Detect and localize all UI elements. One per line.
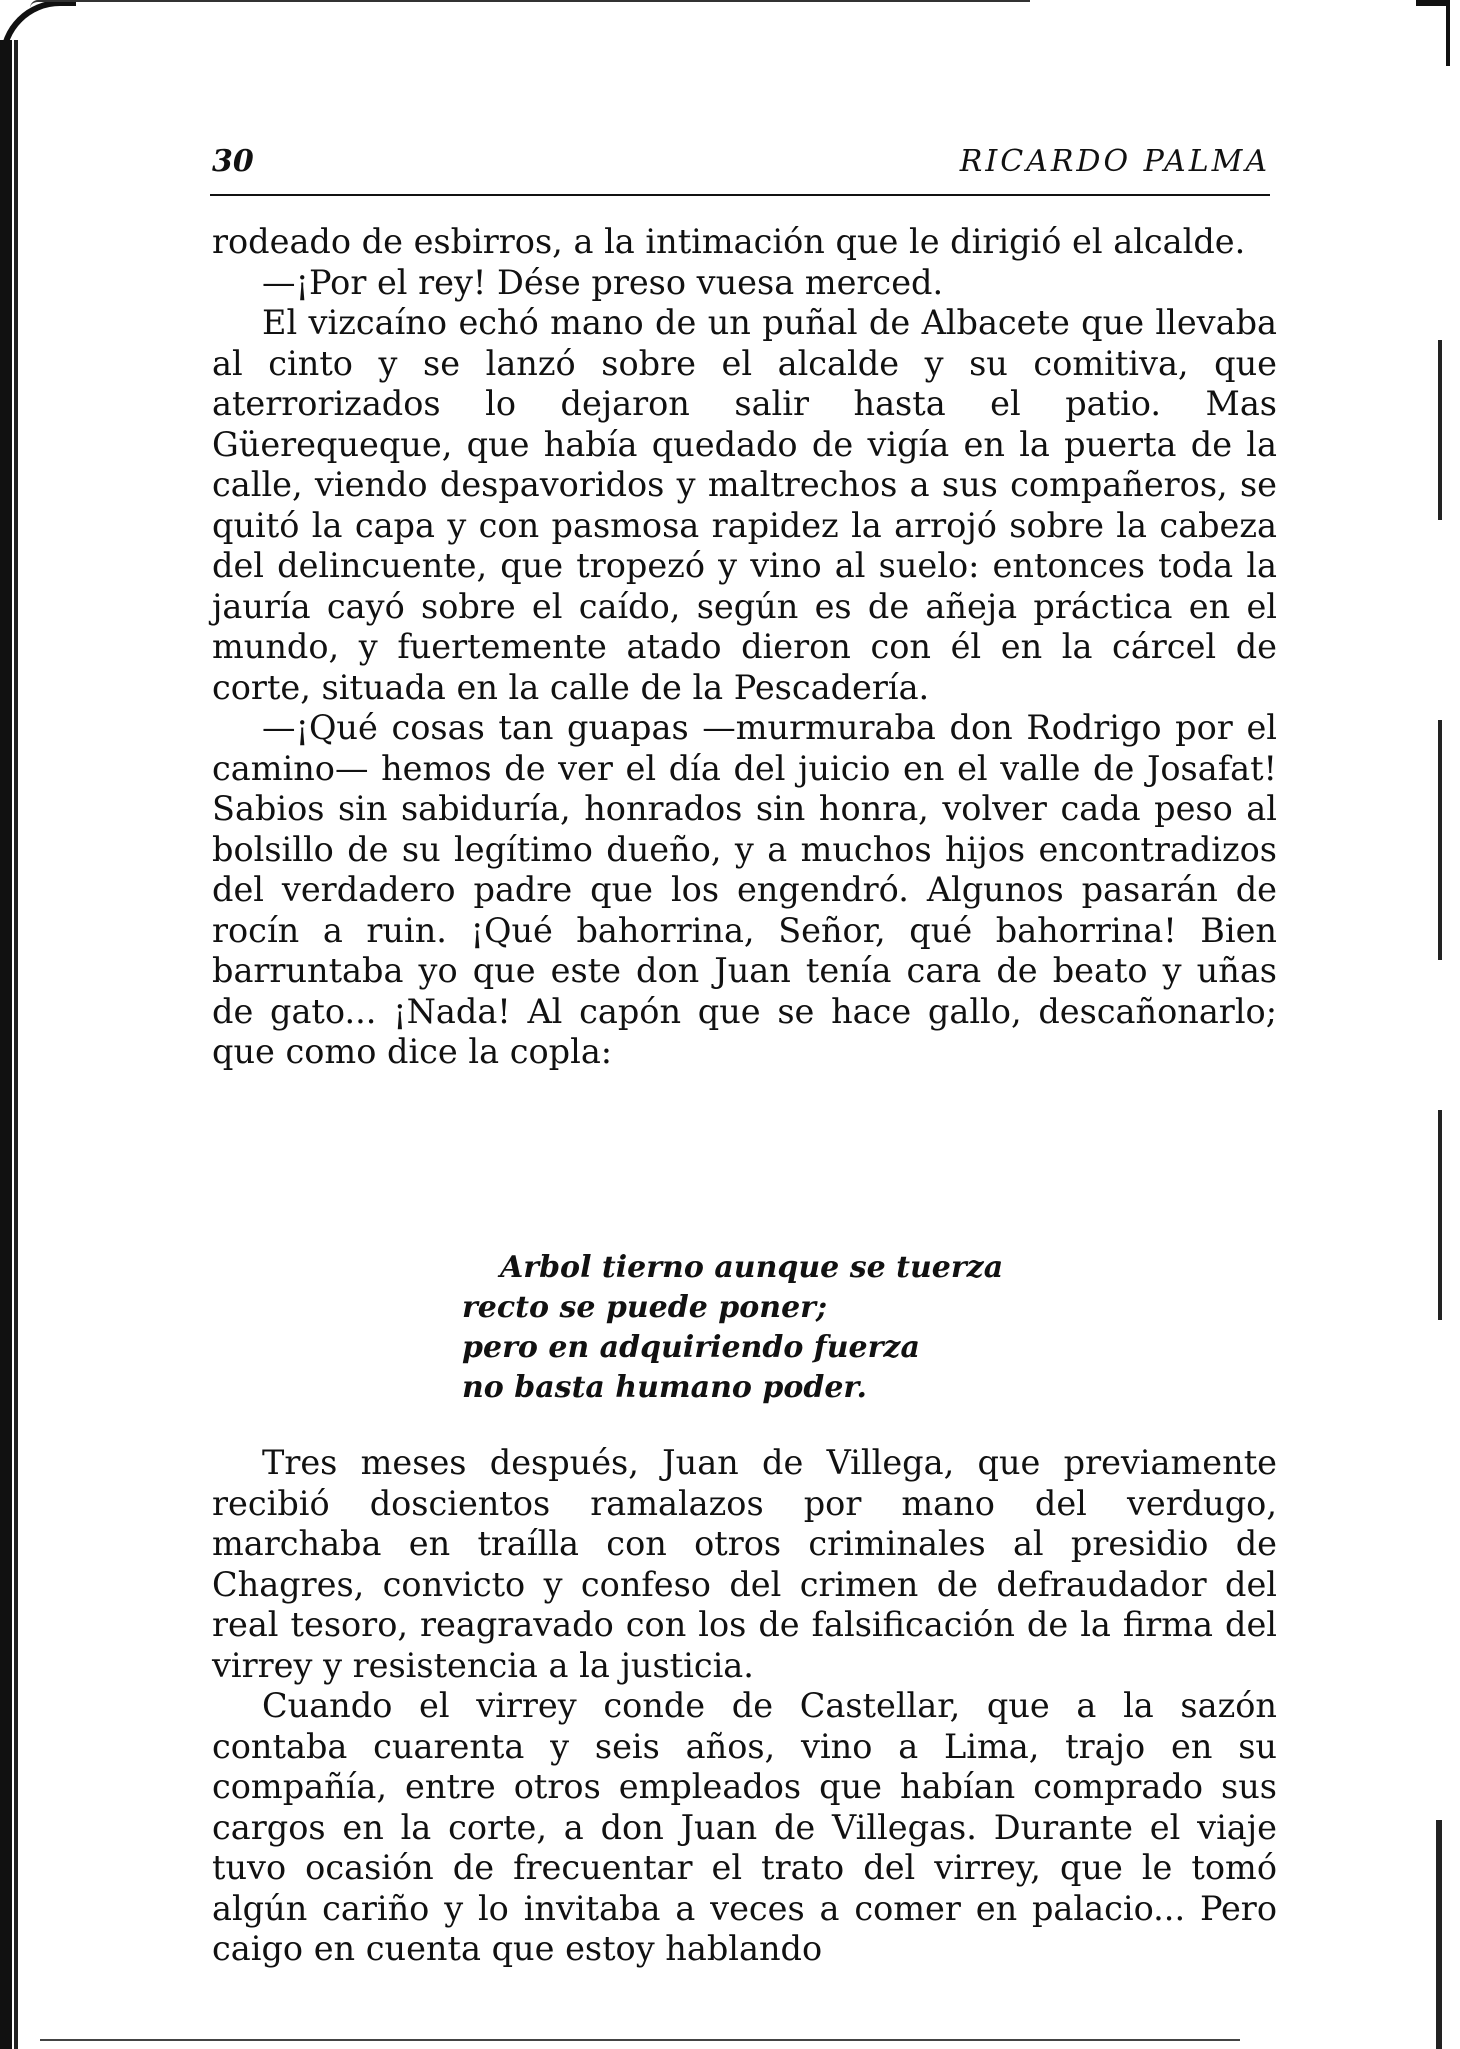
running-head: RICARDO PALMA (959, 144, 1270, 179)
scan-edge-corner-right (1416, 0, 1450, 66)
scan-edge-bottom (40, 2039, 1240, 2041)
paragraph: Cuando el virrey conde de Castellar, que a la sazón contaba cuarenta y seis años, vino a Lima, trajo en su compañía, entre otros empleados que habían comprado sus cargos en la corte, a don Juan de Villegas. Durante el viaje tuvo ocasión de frecuentar el trato del virrey, que le tomó algún cariño y lo invitaba a veces a comer en palacio... Pero caigo en cuenta que estoy hablando (212, 1686, 1277, 1968)
scan-edge-right (1436, 1820, 1442, 2049)
scan-edge-left (0, 40, 12, 2049)
body-text-continued (212, 1443, 1277, 1970)
paragraph: —¡Por el rey! Dése preso vuesa merced. (262, 262, 944, 302)
paragraph: rodeado de esbirros, a la intimación que le dirigió el alcalde. (212, 222, 1246, 261)
poem-line: Arbol tierno aunque se tuerza (500, 1250, 1004, 1285)
scan-edge-top (30, 0, 1030, 8)
body-text (212, 222, 1277, 1073)
paragraph: —¡Qué cosas tan guapas —murmuraba don Rodrigo por el camino— hemos de ver el día del juicio en el valle de Josafat! Sabios sin sabiduría, honrados sin honra, volver cada peso al bolsillo de su legítimo dueño, y a muchos hijos encontradizos del verdadero padre que los engendró. Algunos pasarán de rocín a ruin. ¡Qué bahorrina, Señor, qué bahorrina! Bien barruntaba yo que este don Juan tenía cara de beato y uñas de gato... ¡Nada! Al capón que se hace gallo, descañonarlo; que como dice la copla: (212, 708, 1277, 1071)
poem-line: recto se puede poner; (462, 1290, 828, 1325)
scan-edge-right (1438, 1110, 1442, 1320)
page-header (210, 144, 1270, 196)
poem-line: pero en adquiriendo fuerza (462, 1330, 920, 1365)
scan-edge-left-inner (14, 40, 18, 2049)
page-number: 30 (212, 144, 254, 179)
poem-line: no basta humano poder. (462, 1370, 867, 1405)
poem-stanza (462, 1248, 1003, 1408)
scan-edge-right (1438, 720, 1442, 960)
scan-edge-right (1438, 340, 1442, 520)
paragraph: Tres meses después, Juan de Villega, que previamente recibió doscientos ramalazos por mano del verdugo, marchaba en traílla con otros criminales al presidio de Chagres, convicto y confeso del crimen de defraudador del real tesoro, reagravado con los de falsificación de la firma del virrey y resistencia a la justicia. (212, 1443, 1277, 1685)
paragraph: El vizcaíno echó mano de un puñal de Albacete que llevaba al cinto y se lanzó sobre el alcalde y su comitiva, que aterrorizados lo dejaron salir hasta el patio. Mas Güerequeque, que había quedado de vigía en la puerta de la calle, viendo despavoridos y maltrechos a sus compañeros, se quitó la capa y con pasmosa rapidez la arrojó sobre la cabeza del delincuente, que tropezó y vino al suelo: entonces toda la jauría cayó sobre el caído, según es de añeja práctica en el mundo, y fuertemente atado dieron con él en la cárcel de corte, situada en la calle de la Pescadería. (212, 303, 1277, 707)
